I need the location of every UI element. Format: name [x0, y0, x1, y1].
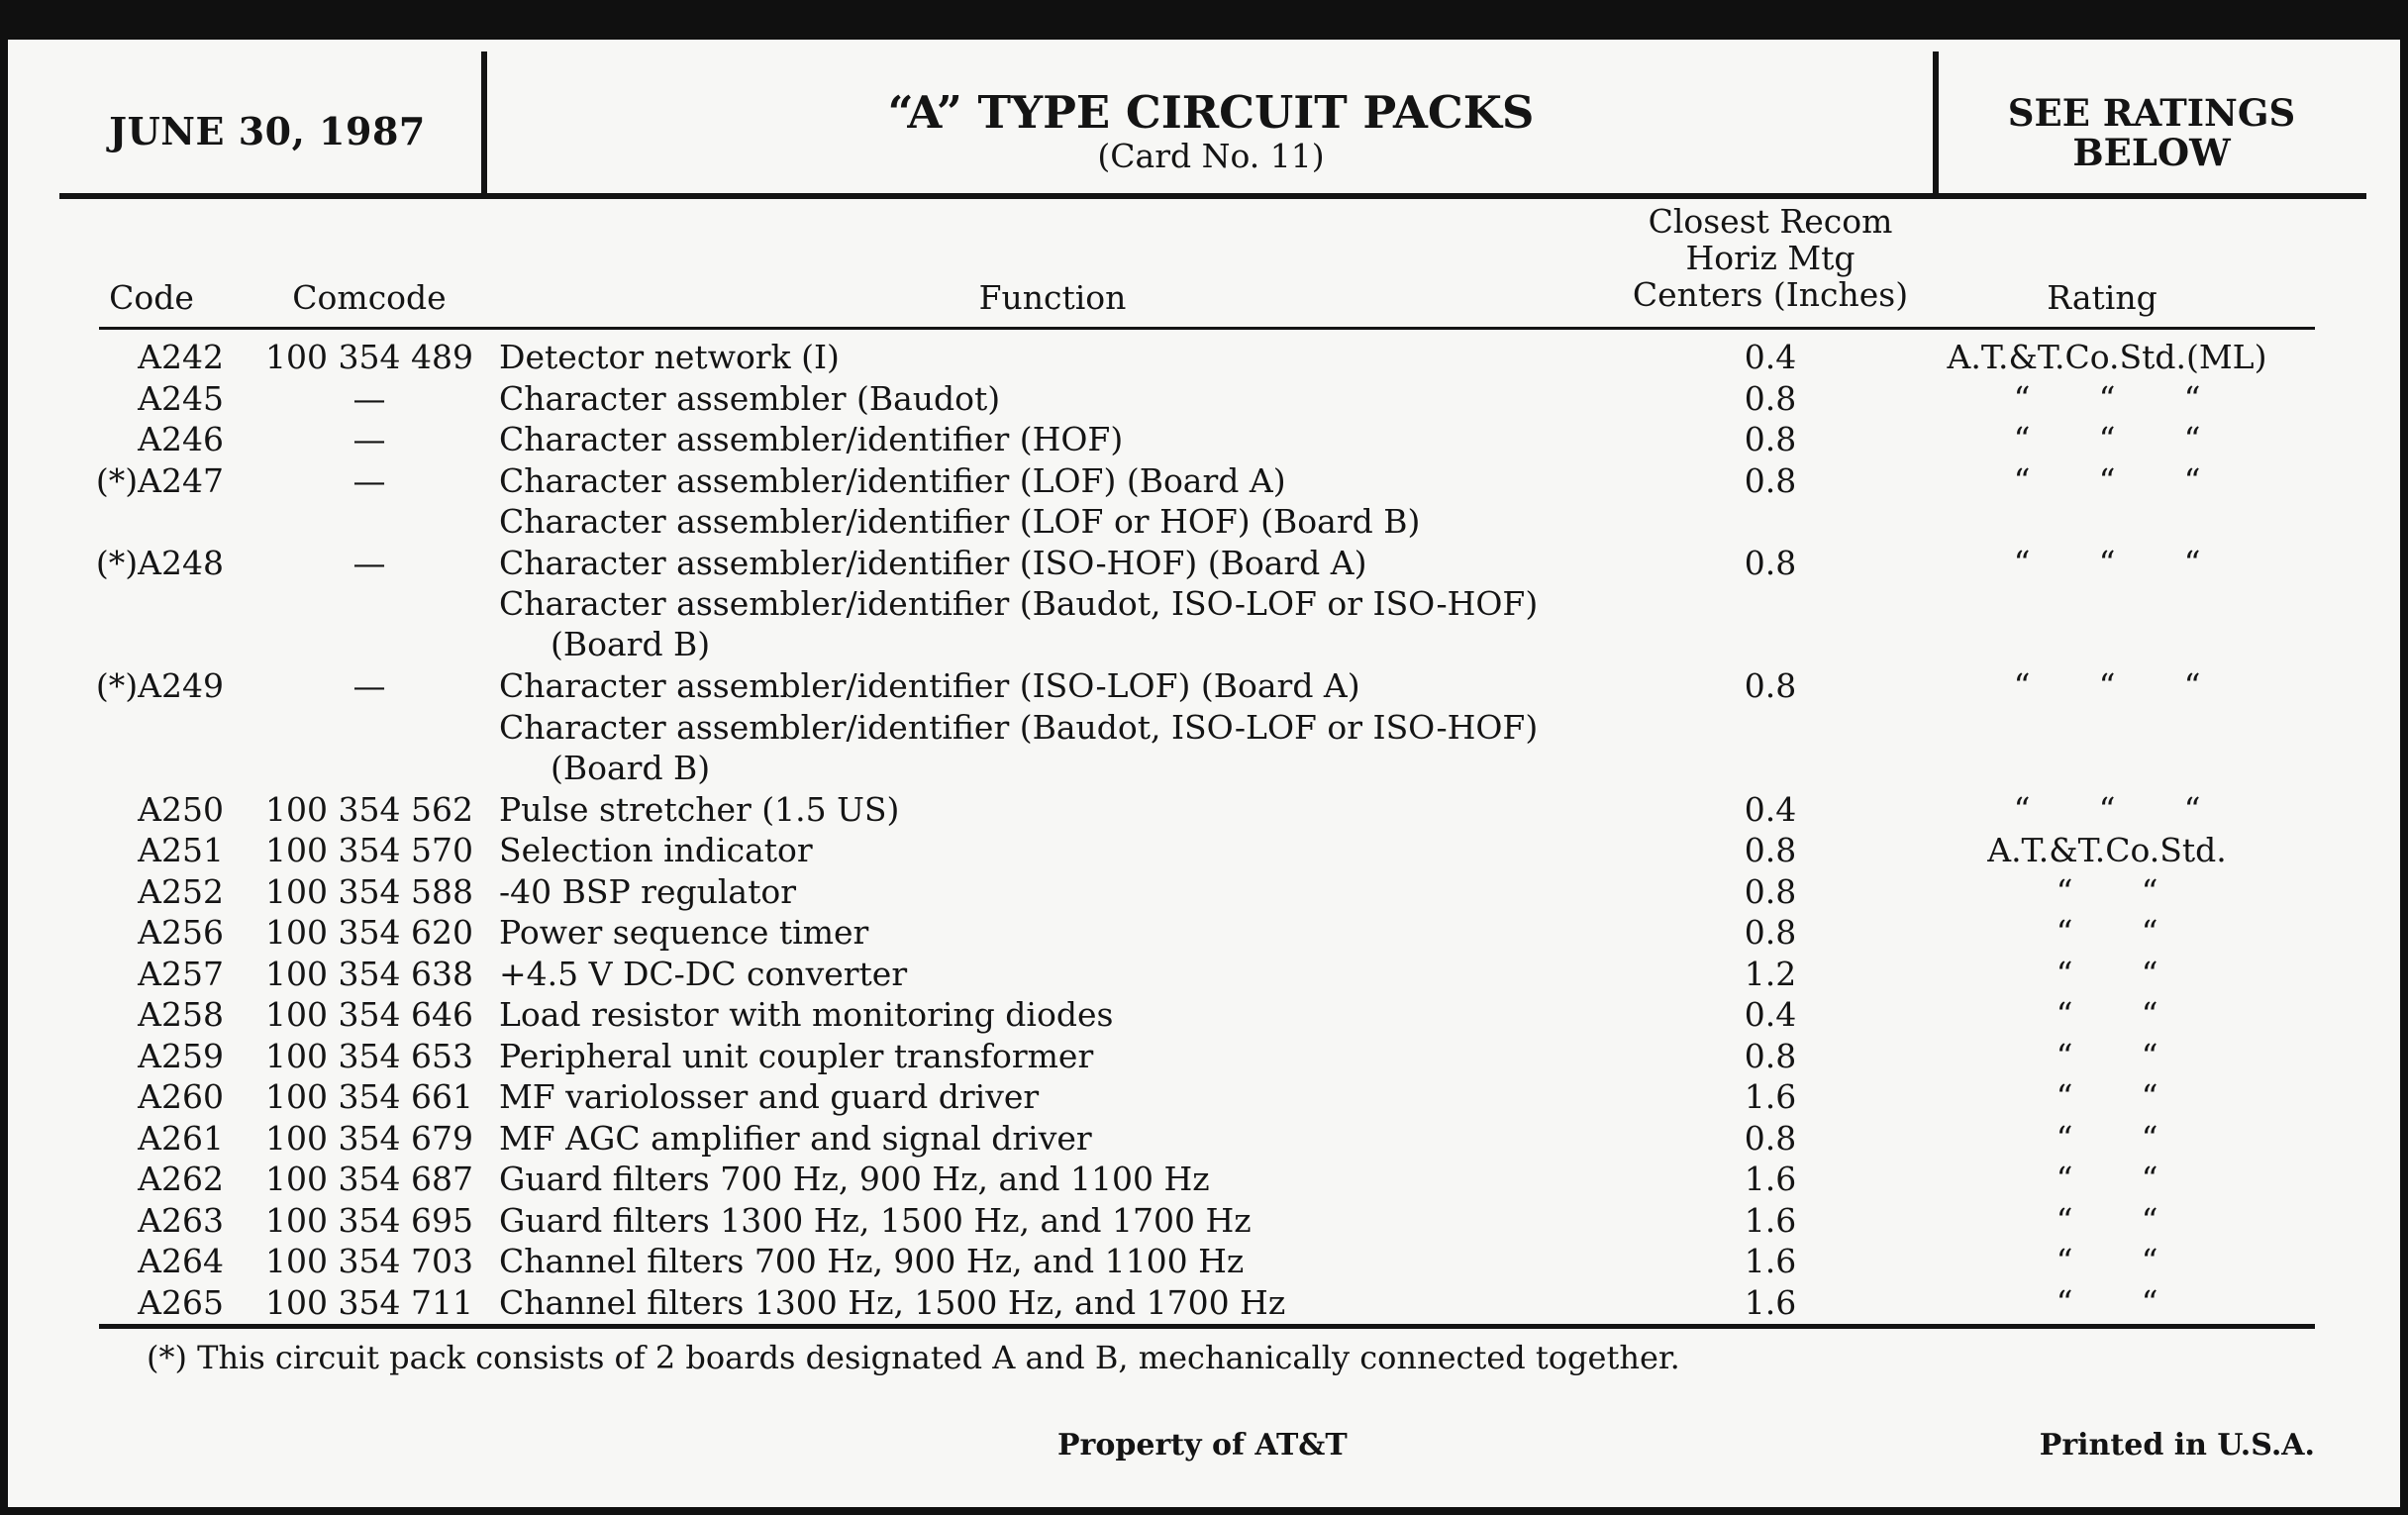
- cell-function-text: Character assembler/identifier (ISO-LOF) (Board A): [499, 666, 1360, 705]
- cell-function: [499, 1282, 1588, 1323]
- cell-function: [499, 419, 1588, 459]
- ditto-mark: “: [2013, 420, 2031, 458]
- header-divider-right: [1933, 51, 1939, 198]
- cell-comcode: 100 354 711: [265, 1282, 473, 1322]
- cell-mounting-centers: 0.4: [1744, 338, 1797, 376]
- ditto-mark: “: [2141, 995, 2158, 1034]
- footnote: (*) This circuit pack consists of 2 boards designated A and B, mechanically connected together.: [147, 1339, 1680, 1376]
- table-row: [8, 1036, 2400, 1077]
- cell-rating: [1919, 871, 2295, 912]
- table-row: [8, 994, 2400, 1036]
- ditto-mark: “: [2056, 871, 2073, 911]
- table-row: [8, 954, 2400, 995]
- ditto-mark: “: [2141, 871, 2158, 911]
- cell-mounting-centers: 0.8: [1744, 1036, 1797, 1075]
- ditto-mark: “: [2141, 913, 2158, 952]
- column-header-mounting-line1: Closest Recom: [1648, 202, 1893, 241]
- cell-comcode: 100 354 570: [265, 831, 473, 869]
- ditto-mark: “: [2098, 666, 2116, 705]
- cell-comcode: 100 354 562: [265, 789, 473, 829]
- cell-comcode: 100 354 646: [265, 995, 473, 1034]
- cell-function: [499, 1241, 1588, 1281]
- cell-code: A257: [138, 954, 224, 993]
- cell-function-text: Character assembler/identifier (Baudot, ISO-LOF or ISO-HOF): [499, 584, 1539, 623]
- cell-code: (*)A248: [95, 543, 224, 582]
- ditto-mark: “: [2056, 954, 2073, 993]
- ditto-mark: “: [2013, 460, 2031, 500]
- cell-code: A258: [138, 995, 224, 1034]
- cell-code: A242: [138, 338, 224, 376]
- cell-rating: [1919, 1159, 2295, 1199]
- table-row: [8, 1118, 2400, 1160]
- cell-code: A256: [138, 913, 224, 952]
- ditto-mark: “: [2013, 378, 2031, 418]
- card-subtitle: (Card No. 11): [1097, 137, 1325, 175]
- cell-rating: [1919, 543, 2295, 583]
- ditto-mark: “: [2141, 1242, 2158, 1280]
- cell-code: A260: [138, 1077, 224, 1116]
- cell-function-text: +4.5 V DC-DC converter: [499, 954, 908, 993]
- cell-function-text: Pulse stretcher (1.5 US): [499, 789, 900, 829]
- header-rating-line2: BELOW: [2072, 131, 2231, 174]
- table-bottom-rule: [99, 1324, 2315, 1329]
- ditto-mark: “: [2098, 543, 2116, 582]
- table-row: [8, 871, 2400, 913]
- table-row: [8, 1076, 2400, 1118]
- cell-function-continuation: (Board B): [551, 625, 711, 663]
- cell-mounting-centers: 1.6: [1744, 1200, 1797, 1240]
- cell-code: A265: [138, 1282, 224, 1322]
- cell-function-text: Character assembler/identifier (HOF): [499, 420, 1124, 458]
- ditto-mark: “: [2183, 460, 2201, 500]
- cell-mounting-centers: 0.4: [1744, 789, 1797, 829]
- table-top-rule: [99, 327, 2315, 330]
- ditto-mark: “: [2013, 789, 2031, 829]
- cell-comcode: 100 354 588: [265, 871, 473, 911]
- ditto-mark: “: [2098, 789, 2116, 829]
- cell-comcode: —: [352, 543, 386, 582]
- ditto-mark: “: [2056, 1200, 2073, 1240]
- column-header-comcode: Comcode: [292, 278, 447, 317]
- table-body: [8, 337, 2400, 1323]
- cell-rating: [1919, 665, 2295, 706]
- cell-function: [499, 337, 1588, 377]
- table-row: [8, 789, 2400, 831]
- cell-rating: [1919, 1118, 2295, 1159]
- cell-mounting-centers: 0.8: [1744, 871, 1797, 911]
- ditto-mark: “: [2141, 1200, 2158, 1240]
- circuit-pack-card: [8, 40, 2400, 1507]
- cell-rating: [1919, 789, 2295, 830]
- cell-mounting-centers: 0.8: [1744, 666, 1797, 705]
- cell-code: A263: [138, 1200, 224, 1240]
- table-row: [8, 912, 2400, 954]
- cell-comcode: 100 354 653: [265, 1036, 473, 1075]
- cell-function: [499, 665, 1588, 706]
- cell-function-text: MF variolosser and guard driver: [499, 1077, 1040, 1116]
- cell-rating: [1919, 1076, 2295, 1117]
- cell-function: [499, 994, 1588, 1035]
- ditto-mark: “: [2141, 1077, 2158, 1116]
- column-header-function: Function: [978, 278, 1127, 317]
- cell-function: [499, 789, 1588, 830]
- cell-code: A261: [138, 1118, 224, 1158]
- header-divider-left: [481, 51, 487, 198]
- ditto-mark: “: [2013, 543, 2031, 582]
- cell-code: A252: [138, 871, 224, 911]
- table-row: [8, 419, 2400, 460]
- cell-comcode: —: [352, 666, 386, 705]
- card-title: “A” TYPE CIRCUIT PACKS: [887, 86, 1535, 139]
- cell-code: A245: [138, 378, 224, 418]
- ditto-mark: “: [2056, 1036, 2073, 1075]
- header-rating-line1: SEE RATINGS: [2007, 91, 2296, 135]
- cell-function-text: Character assembler/identifier (LOF or HOF) (Board B): [499, 502, 1421, 541]
- ditto-mark: “: [2098, 378, 2116, 418]
- cell-comcode: —: [352, 460, 386, 500]
- cell-rating: A.T.&T.Co.Std.(ML): [1947, 338, 2267, 376]
- cell-comcode: 100 354 687: [265, 1160, 473, 1198]
- cell-comcode: —: [352, 378, 386, 418]
- cell-function: [499, 1036, 1588, 1076]
- column-header-mounting-line3: Centers (Inches): [1632, 275, 1909, 314]
- cell-rating: [1919, 1241, 2295, 1281]
- column-header-rating: Rating: [2047, 278, 2157, 317]
- cell-comcode: 100 354 703: [265, 1242, 473, 1280]
- cell-function: [499, 912, 1588, 953]
- table-row: [8, 501, 2400, 543]
- cell-function: [499, 830, 1588, 870]
- cell-function-text: Character assembler/identifier (LOF) (Board A): [499, 460, 1286, 500]
- ditto-mark: “: [2183, 420, 2201, 458]
- ditto-mark: “: [2056, 1242, 2073, 1280]
- cell-function: [499, 460, 1588, 501]
- table-row: [8, 378, 2400, 420]
- ditto-mark: “: [2013, 666, 2031, 705]
- table-row: [8, 1241, 2400, 1282]
- cell-function-text: MF AGC amplifier and signal driver: [499, 1118, 1092, 1158]
- ditto-mark: “: [2141, 1160, 2158, 1198]
- cell-mounting-centers: 0.8: [1744, 460, 1797, 500]
- cell-mounting-centers: 1.2: [1744, 954, 1797, 993]
- cell-code: A250: [138, 789, 224, 829]
- cell-mounting-centers: 1.6: [1744, 1242, 1797, 1280]
- cell-function-text: Channel filters 700 Hz, 900 Hz, and 1100 Hz: [499, 1242, 1245, 1280]
- table-row: [8, 543, 2400, 584]
- cell-function-text: Power sequence timer: [499, 913, 869, 952]
- cell-function-text: Detector network (I): [499, 338, 840, 376]
- cell-comcode: 100 354 679: [265, 1118, 473, 1158]
- cell-mounting-centers: 0.8: [1744, 420, 1797, 458]
- cell-function-text: Channel filters 1300 Hz, 1500 Hz, and 1700 Hz: [499, 1282, 1286, 1322]
- table-row: [8, 830, 2400, 871]
- cell-rating: [1919, 460, 2295, 501]
- ditto-mark: “: [2183, 543, 2201, 582]
- cell-function: [499, 1118, 1588, 1159]
- cell-function-text: Load resistor with monitoring diodes: [499, 995, 1114, 1034]
- header-rating-note: [1944, 93, 2359, 172]
- cell-mounting-centers: 0.8: [1744, 543, 1797, 582]
- cell-rating: [1919, 1036, 2295, 1076]
- cell-function: [499, 501, 1588, 542]
- cell-function-text: -40 BSP regulator: [499, 871, 796, 911]
- cell-mounting-centers: 1.6: [1744, 1160, 1797, 1198]
- cell-mounting-centers: 1.6: [1744, 1077, 1797, 1116]
- cell-code: A259: [138, 1036, 224, 1075]
- ditto-mark: “: [2056, 995, 2073, 1034]
- cell-function: [499, 1076, 1588, 1117]
- cell-code: A262: [138, 1160, 224, 1198]
- ditto-mark: “: [2141, 1282, 2158, 1322]
- cell-mounting-centers: 0.8: [1744, 913, 1797, 952]
- cell-code: (*)A249: [95, 666, 224, 705]
- cell-function-text: Character assembler/identifier (ISO-HOF) (Board A): [499, 543, 1367, 582]
- ditto-mark: “: [2056, 1160, 2073, 1198]
- cell-function-text: Guard filters 1300 Hz, 1500 Hz, and 1700 Hz: [499, 1200, 1252, 1240]
- cell-rating: [1919, 912, 2295, 953]
- header-rule: [59, 193, 2366, 199]
- cell-code: (*)A247: [95, 460, 224, 500]
- table-row: [8, 707, 2400, 789]
- cell-function-continuation: (Board B): [551, 748, 711, 787]
- cell-function: [499, 1159, 1588, 1199]
- cell-function-text: Character assembler/identifier (Baudot, ISO-LOF or ISO-HOF): [499, 707, 1539, 747]
- ditto-mark: “: [2141, 1036, 2158, 1075]
- cell-code: A251: [138, 831, 224, 869]
- cell-rating: [1919, 419, 2295, 459]
- ditto-mark: “: [2141, 954, 2158, 993]
- ditto-mark: “: [2098, 460, 2116, 500]
- cell-rating: [1919, 378, 2295, 419]
- column-header-code: Code: [109, 278, 194, 317]
- cell-rating: [1919, 954, 2295, 994]
- ditto-mark: “: [2141, 1118, 2158, 1158]
- cell-comcode: 100 354 620: [265, 913, 473, 952]
- cell-mounting-centers: 0.8: [1744, 831, 1797, 869]
- cell-mounting-centers: 1.6: [1744, 1282, 1797, 1322]
- cell-code: A246: [138, 420, 224, 458]
- table-row: [8, 460, 2400, 502]
- cell-function-text: Guard filters 700 Hz, 900 Hz, and 1100 Hz: [499, 1160, 1210, 1198]
- cell-function: [499, 871, 1588, 912]
- table-row: [8, 337, 2400, 378]
- table-row: [8, 1282, 2400, 1324]
- cell-rating: A.T.&T.Co.Std.: [1987, 831, 2227, 869]
- column-header-mounting: [1592, 203, 1949, 313]
- cell-function: [499, 543, 1588, 583]
- cell-rating: [1919, 994, 2295, 1035]
- table-row: [8, 583, 2400, 665]
- cell-comcode: 100 354 638: [265, 954, 473, 993]
- ditto-mark: “: [2183, 666, 2201, 705]
- property-note: Property of AT&T: [1057, 1428, 1348, 1463]
- cell-mounting-centers: 0.8: [1744, 378, 1797, 418]
- cell-code: A264: [138, 1242, 224, 1280]
- cell-rating: [1919, 1200, 2295, 1241]
- cell-comcode: 100 354 695: [265, 1200, 473, 1240]
- cell-function-text: Peripheral unit coupler transformer: [499, 1036, 1094, 1075]
- cell-comcode: —: [352, 420, 386, 458]
- cell-function: [499, 954, 1588, 994]
- cell-comcode: 100 354 661: [265, 1077, 473, 1116]
- cell-rating: [1919, 1282, 2295, 1323]
- ditto-mark: “: [2056, 1118, 2073, 1158]
- ditto-mark: “: [2183, 789, 2201, 829]
- cell-mounting-centers: 0.4: [1744, 995, 1797, 1034]
- ditto-mark: “: [2098, 420, 2116, 458]
- ditto-mark: “: [2056, 1282, 2073, 1322]
- column-header-mounting-line2: Horiz Mtg: [1685, 239, 1856, 277]
- cell-function: [499, 583, 1588, 664]
- cell-comcode: 100 354 489: [265, 338, 473, 376]
- table-row: [8, 665, 2400, 707]
- cell-mounting-centers: 0.8: [1744, 1118, 1797, 1158]
- cell-function: [499, 707, 1588, 788]
- printed-note: Printed in U.S.A.: [2039, 1428, 2315, 1463]
- ditto-mark: “: [2056, 1077, 2073, 1116]
- cell-function-text: Character assembler (Baudot): [499, 378, 1001, 418]
- card-date: JUNE 30, 1987: [109, 109, 426, 153]
- cell-function: [499, 378, 1588, 419]
- ditto-mark: “: [2056, 913, 2073, 952]
- ditto-mark: “: [2183, 378, 2201, 418]
- table-row: [8, 1200, 2400, 1242]
- cell-function: [499, 1200, 1588, 1241]
- table-row: [8, 1159, 2400, 1200]
- cell-function-text: Selection indicator: [499, 831, 813, 869]
